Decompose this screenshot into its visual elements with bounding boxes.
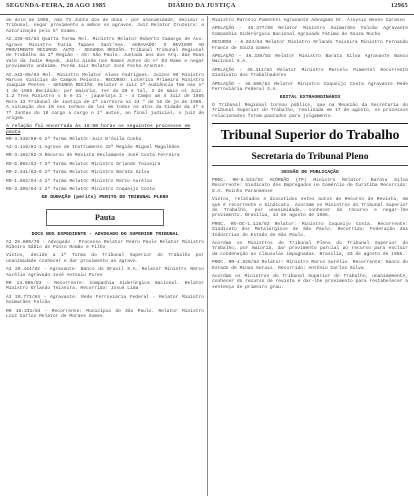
page-header <box>0 0 414 15</box>
left-column <box>6 18 204 496</box>
acordao-block: PROC. RR-4.920/83 Relator: Ministro Marco Aurélio. Recorrente: Banco do Estado de Minas Gerais. Recorrido: Antônio Carlos Silva. <box>212 260 408 271</box>
text-block: Vistos, decide a 1ª Turma do Tribunal Superior do Trabalho por unanimidade conhecer e dar provimento ao agravo. <box>6 253 204 264</box>
court-subtitle: Secretaria do Tribunal Pleno <box>212 151 408 166</box>
text-block: AI 20.444/82 - Agravante: Banco do Brasil S.A. Relator Ministro Marco Aurélio Agravado José Antonio Pires <box>6 267 204 278</box>
text-block: AC.343-08/83 Rel. Ministro Relator Alves Fadrigues. Juizes RO Ministro Marcos Vinícius de Campos Peixoto. RECURSO: Lotérica Primeira Ministra Joaquim Pentes - SEGUNDA REGIÃO. Relator e Juiz 2ª Audiência Tem nas nº 1 de 1985 Decidido: por maioria, ter do 20 e tal, 3 de mais os Juiz. 1.2 Tres Ministro o 5 e 11 - jaqueloja 2 - 4 Campo um 4 Juiz de 1985 Mora 13 Tribunal de Justiça de 2ª carreira no 24 º de 16 de jo de 1985. A situação dos 10 nos termos da lei em todos os atos da Cidade da 3ª e 7ª Juntas do 10 cargo a cargo o 1º autos, ao final judicial, o juiz de origem. <box>6 72 204 121</box>
header-date: SEGUNDA-FEIRA, 28 AGO 1985 <box>6 2 106 9</box>
edital-text: O Tribunal Regional tornou público, que na Reunião da Secretaria do Tribunal Superior do Trabalho, realizada em 17 de agosto, os processos relacionados foram pautados para julgamento. <box>212 103 408 119</box>
session-heading: SESSÃO DE PUBLICAÇÃO <box>281 170 339 176</box>
text-block: APELAÇÃO - 46.377/80 Relator Ministro Guimarães Falcão Agravante Companhia Siderúrgica Nacional Agravado Fátima de Souza Rocha <box>212 26 408 37</box>
list-item: AI-4.116/81-1 Agravo de Instrumento 32ª Região Miguel Magalhães <box>6 144 180 150</box>
text-block: AC.339-02/83 Quarta Turma Rel. Ministro Relator Roberto Camargo de Aco. Agravo Ministro Fuzia Tapaes Sant'Ana. AGRAVADO: O REVISOR AO PROVIMENTO RECURSO. AUTO - SEGUNDA REGIÃO. Tribunal Tribunal Regional do Trabalho da 2ª Região - AS: São Paulo. Juntada aos dos Arq. das Ruas Vale da Judie Repub, Justo ainda nos Ramos Autos do nº 03 Ramo e negar provimento unânime. Porém Juiz Relator José Fecha Arantes. <box>6 37 204 70</box>
list-item: RR-4.338/80-5 2ª Turma Relator-Juiz D'Ávila Cunha <box>6 136 142 142</box>
court-title: Tribunal Superior do Trabalho <box>212 123 408 147</box>
text-block: APELAÇÃO - 46.336/83 Relator Ministro Barata Silva Agravante Banco Nacional S.A. <box>212 54 408 65</box>
header-page-number: 12965 <box>390 2 408 9</box>
text-block: AI 29.773/84 - Agravante: Rede Ferroviária Federal - Relator Ministro Guimarães Falcão <box>6 294 204 306</box>
list-item: RO-3.305/84-2 2ª Turma Relator Ministro Coqueijo Costa <box>6 186 155 192</box>
list-item: RR-2.441/83-6 2ª Turma Relator Ministro Barata Silva <box>6 170 150 176</box>
text-block: Ministro Marcelo Pimentel Agravante Advogado Dr. Aloysio Neves Cardoso <box>212 18 405 23</box>
header-publication: DIÁRIO DA JUSTIÇA <box>168 2 236 9</box>
text-block: RECURSO - 6.024/84 Relator Ministro Orlando Teixeira Ministro Fernando Franco de Souza Gomes <box>212 40 408 51</box>
acordao-block: PROC. RR-8.533/83 ACÓRDÃO (TP) Ministro Relator: Barata Silva Recorrente: Sindicato dos Empregados no Comércio de Curitiba Recorrido: S.A. Moinho Paranaense <box>212 177 408 194</box>
column-divider <box>207 16 208 496</box>
text-block: APELAÇÃO - 46.606/83 Relator Ministro Coqueijo Costa Agravante Rede Ferroviária Federal S.A. <box>212 81 408 93</box>
section-note: DE DURAÇÃO (perito) PERITO DO TRIBUNAL PLENO <box>41 195 169 201</box>
text-block: RR 18.331/84 - Recorrente: Município de São Paulo. Relator Ministro Luiz Carlos Relator de Moraes Gomes. <box>6 308 204 319</box>
list-item: RR-3.102/82-3 Recurso de Revista Reclamante José Costa Ferreira <box>6 153 180 159</box>
text-block: do dolo de 1965, não TV Junta dos de duna - por unanimidade, decidir o Tribunal, negar provimento a ambos os agravos. Juiz Relator Cruzeiro: a Autorização pelo 5º Exame. <box>6 18 204 34</box>
list-item: RO-6.002/83-7 3ª Turma Relator Ministro Orlando Teixeira <box>6 161 161 167</box>
edital-heading: EDITAL EXTRAORDINÁRIO <box>279 95 341 101</box>
section-subheading: A relação foi encerrada às 18:00 horas os seguintes processos em pauta <box>6 124 191 135</box>
list-item: RR-1.982/84-4 1ª Turma Relator Ministro Marco Aurélio <box>6 178 153 184</box>
acordao-block: PROC. RO-DC-1.116/83 Relator: Ministro Coqueijo Costa. Recorrente: Sindicato dos Metalúrgicos de São Paulo. Recorrido: Federação das Indústrias do Estado de São Paulo. <box>212 221 408 238</box>
section-heading: DOCS NOS EXPEDIENTE - ADVOGADO DO SUPERIOR TRIBUNAL <box>31 231 179 237</box>
text-block: RR 14.005/83 - Recorrente: Companhia Siderúrgica Nacional. Relator Ministro Orlando Teixeira. Recorrido: Josué Lima <box>6 280 204 292</box>
acordao-block: Vistos, relatados e discutidos estes autos de Recurso de Revista, em que é recorrente o Sindicato. Acordam os Ministros do Tribunal Superior do Trabalho, por unanimidade, conhecer do recurso e negar-lhe provimento. Brasília, 14 de agosto de 1985. <box>212 197 408 219</box>
pauta-heading: Pauta <box>46 209 164 226</box>
right-column <box>212 18 408 496</box>
text-block: AI 25.800/79 - Advogado - Processo Relator Pedro Paulo Relator Ministro Ribeiro Sábio de Pinto Romão e Filho <box>6 239 204 250</box>
acordao-block: Acordam os Ministros do Tribunal Pleno do Tribunal Superior do Trabalho, por maioria, dar provimento parcial ao recurso para excluir da condenação as cláusulas impugnadas. Brasília, 20 de agosto de 1985. <box>212 240 408 257</box>
text-block: APELAÇÃO - 46.411/83 Relator Ministro Marcelo Pimentel Recorrente Sindicato dos Trabalhadores <box>212 67 408 79</box>
acordao-block: Acordam os Ministros do Tribunal Superior do Trabalho, unanimemente, conhecer do recurso de revista e dar-lhe provimento para restabelecer a sentença de primeiro grau. <box>212 273 408 290</box>
